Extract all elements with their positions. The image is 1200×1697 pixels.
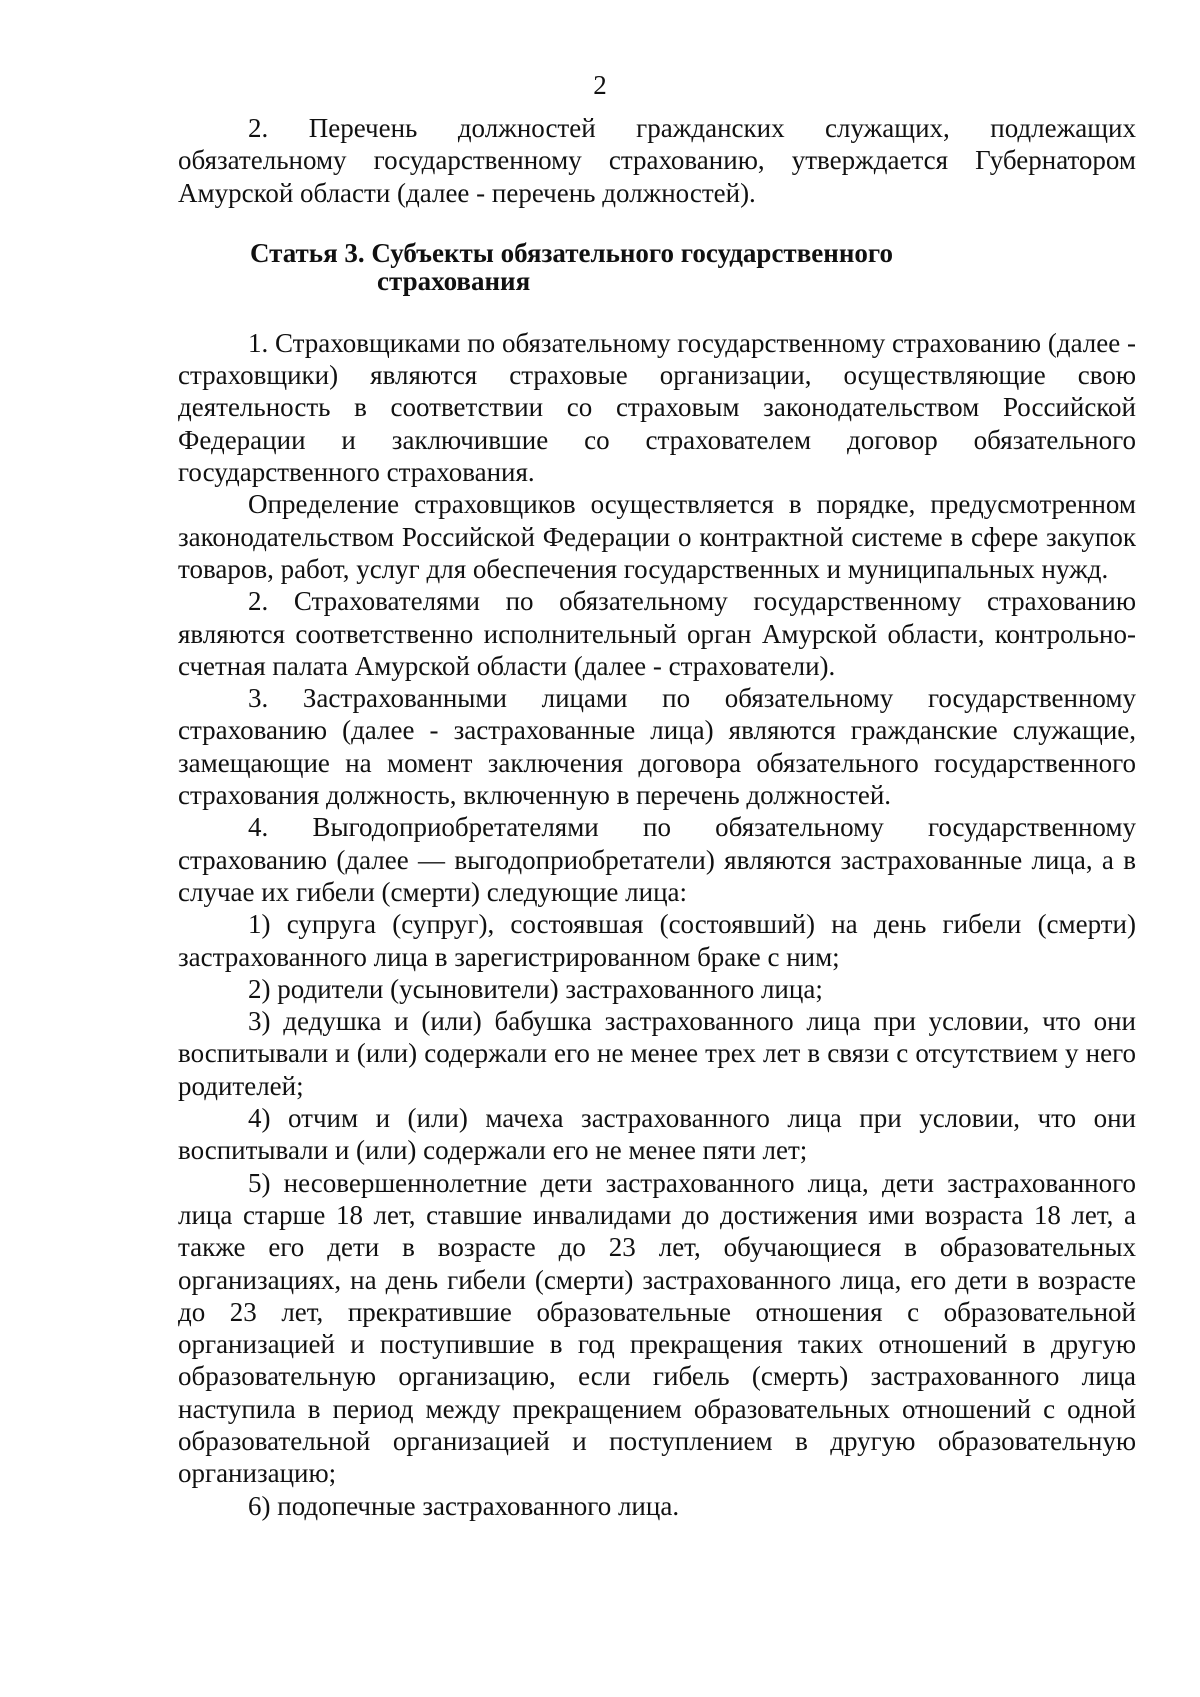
article-heading-line2: страхования [377, 265, 531, 296]
intro-paragraph: 2. Перечень должностей гражданских служащих, подлежащих обязательному государственному страхованию, утверждается Губернатором Амурской области (далее - перечень должностей). [178, 113, 1136, 208]
list-item-wards: 6) подопечные застрахованного лица. [248, 1490, 680, 1521]
list-item-stepparents: 4) отчим и (или) мачеха застрахованного лица при условии, что они воспитывали и (или) содержали его не менее пяти лет; [178, 1103, 1136, 1166]
article-heading-line1: Статья 3. Субъекты обязательного государственного [250, 237, 893, 268]
list-item-grandparents: 3) дедушка и (или) бабушка застрахованного лица при условии, что они воспитывали и (или) содержали его не менее трех лет в связи с отсутствием у него родителей; [178, 1006, 1136, 1101]
paragraph-beneficiaries: 4. Выгодоприобретателями по обязательному государственному страхованию (далее — выгодоприобретатели) являются застрахованные лица, а в случае их гибели (смерти) следующие лица: [178, 812, 1136, 907]
paragraph-policyholders: 2. Страхователями по обязательному государственному страхованию являются соответственно исполнительный орган Амурской области, контрольно-счетная палата Амурской области (далее - страхователи). [178, 586, 1136, 681]
list-item-children: 5) несовершеннолетние дети застрахованного лица, дети застрахованного лица старше 18 лет, ставшие инвалидами до достижения ими возраста 18 лет, а также его дети в возрасте до 23 лет, обучающиеся в образовательных организациях, на день гибели (смерти) застрахованного лица, его дети в возрасте до 23 лет, прекратившие образовательные отношения с образовательной организацией и поступившие в год прекращения таких отношений в другую образовательную организацию, если гибель (смерть) застрахованного лица наступила в период между прекращением образовательных отношений с одной образовательной организацией и поступлением в другую образовательную организацию; [178, 1167, 1136, 1489]
paragraph-insurers-selection: Определение страховщиков осуществляется в порядке, предусмотренном законодательством Российской Федерации о контрактной системе в сфере закупок товаров, работ, услуг для обеспечения государственных и муниципальных нужд. [178, 489, 1136, 584]
page-number: 2 [593, 70, 607, 100]
document-body [178, 112, 1136, 1522]
article-heading [178, 239, 1136, 295]
list-item-spouse: 1) супруга (супруг), состоявшая (состоявший) на день гибели (смерти) застрахованного лица в зарегистрированном браке с ним; [178, 909, 1136, 972]
paragraph-insurers: 1. Страховщиками по обязательному государственному страхованию (далее - страховщики) являются страховые организации, осуществляющие свою деятельность в соответствии со страховым законодательством Российской Федерации и заключившие со страхователем договор обязательного государственного страхования. [178, 327, 1136, 488]
paragraph-insured-persons: 3. Застрахованными лицами по обязательному государственному страхованию (далее - застрахованные лица) являются гражданские служащие, замещающие на момент заключения договора обязательного государственного страхования должность, включенную в перечень должностей. [178, 683, 1136, 811]
list-item-parents: 2) родители (усыновители) застрахованного лица; [248, 973, 823, 1004]
